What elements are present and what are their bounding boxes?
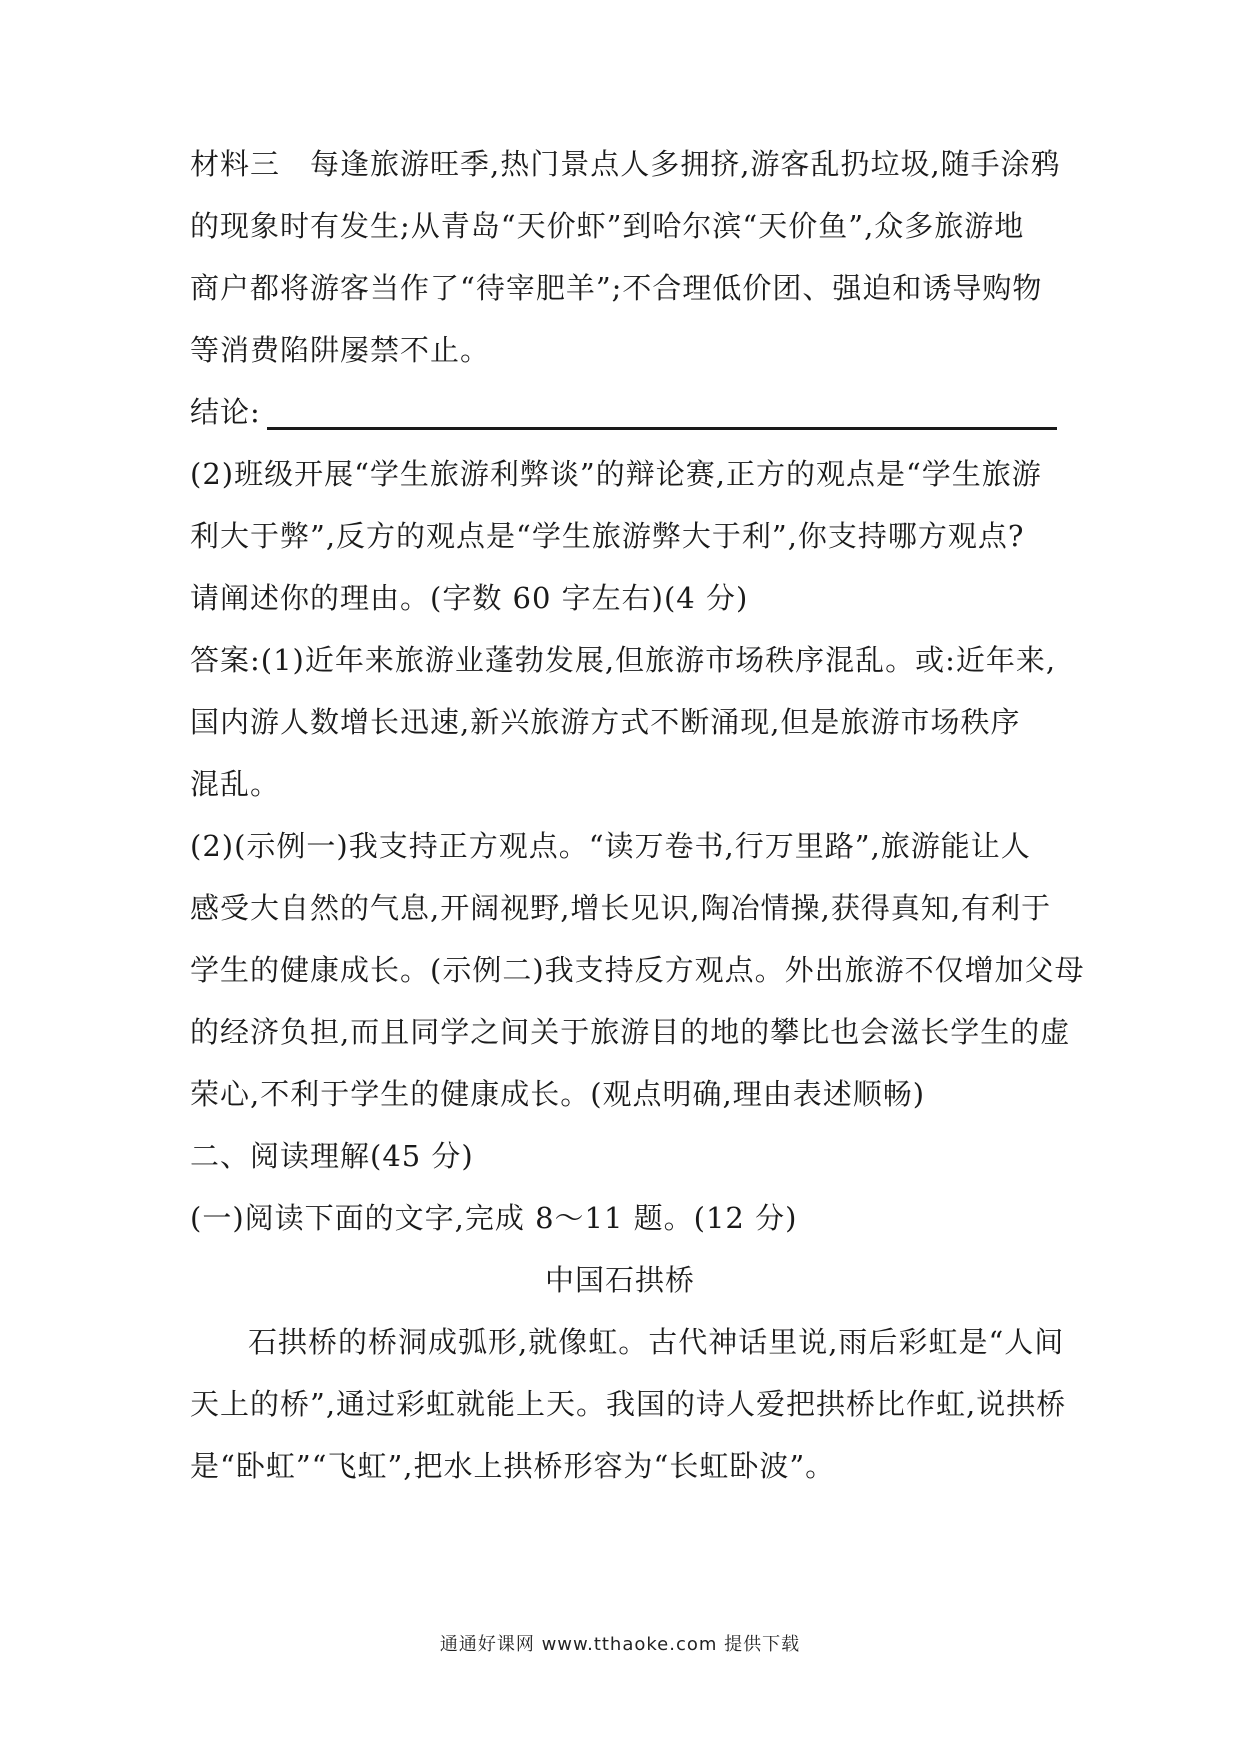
page-footer: 通通好课网 www.tthaoke.com 提供下载: [439, 1634, 801, 1655]
material3-line: 商户都将游客当作了“待宰肥羊”;不合理低价团、强迫和诱导购物: [190, 271, 1043, 305]
conclusion-answer-blank[interactable]: [267, 427, 1057, 430]
article-paragraph-line: 天上的桥”,通过彩虹就能上天。我国的诗人爱把拱桥比作虹,说拱桥: [190, 1387, 1067, 1421]
section-heading: 二、阅读理解(45 分): [190, 1139, 474, 1173]
answer-line: 答案:(1)近年来旅游业蓬勃发展,但旅游市场秩序混乱。或:近年来,: [190, 643, 1057, 677]
article-paragraph-line: 石拱桥的桥洞成弧形,就像虹。古代神话里说,雨后彩虹是“人间: [248, 1325, 1065, 1359]
conclusion-row: [190, 392, 1057, 432]
article-paragraph-line: 是“卧虹”“飞虹”,把水上拱桥形容为“长虹卧波”。: [190, 1449, 836, 1483]
question2-line: (2)班级开展“学生旅游利弊谈”的辩论赛,正方的观点是“学生旅游: [190, 457, 1042, 491]
answer-line: 学生的健康成长。(示例二)我支持反方观点。外出旅游不仅增加父母: [190, 953, 1085, 987]
material3-line: 材料三 每逢旅游旺季,热门景点人多拥挤,游客乱扔垃圾,随手涂鸦: [190, 147, 1061, 181]
answer-line: 国内游人数增长迅速,新兴旅游方式不断涌现,但是旅游市场秩序: [190, 705, 1021, 739]
answer-line: 感受大自然的气息,开阔视野,增长见识,陶冶情操,获得真知,有利于: [190, 891, 1052, 925]
material3-line: 等消费陷阱屡禁不止。: [190, 333, 491, 367]
section-sub-heading: (一)阅读下面的文字,完成 8～11 题。(12 分): [190, 1201, 798, 1235]
question2-line: 利大于弊”,反方的观点是“学生旅游弊大于利”,你支持哪方观点?: [190, 519, 1025, 553]
answer-line: 的经济负担,而且同学之间关于旅游目的地的攀比也会滋长学生的虚: [190, 1015, 1071, 1049]
answer-line: 荣心,不利于学生的健康成长。(观点明确,理由表述顺畅): [190, 1077, 926, 1111]
answer-line: 混乱。: [190, 767, 281, 801]
material3-line: 的现象时有发生;从青岛“天价虾”到哈尔滨“天价鱼”,众多旅游地: [190, 209, 1025, 243]
answer-line: (2)(示例一)我支持正方观点。“读万卷书,行万里路”,旅游能让人: [190, 829, 1031, 863]
conclusion-label: 结论:: [190, 395, 261, 429]
question2-line: 请阐述你的理由。(字数 60 字左右)(4 分): [190, 581, 749, 615]
article-title: 中国石拱桥: [544, 1263, 695, 1297]
